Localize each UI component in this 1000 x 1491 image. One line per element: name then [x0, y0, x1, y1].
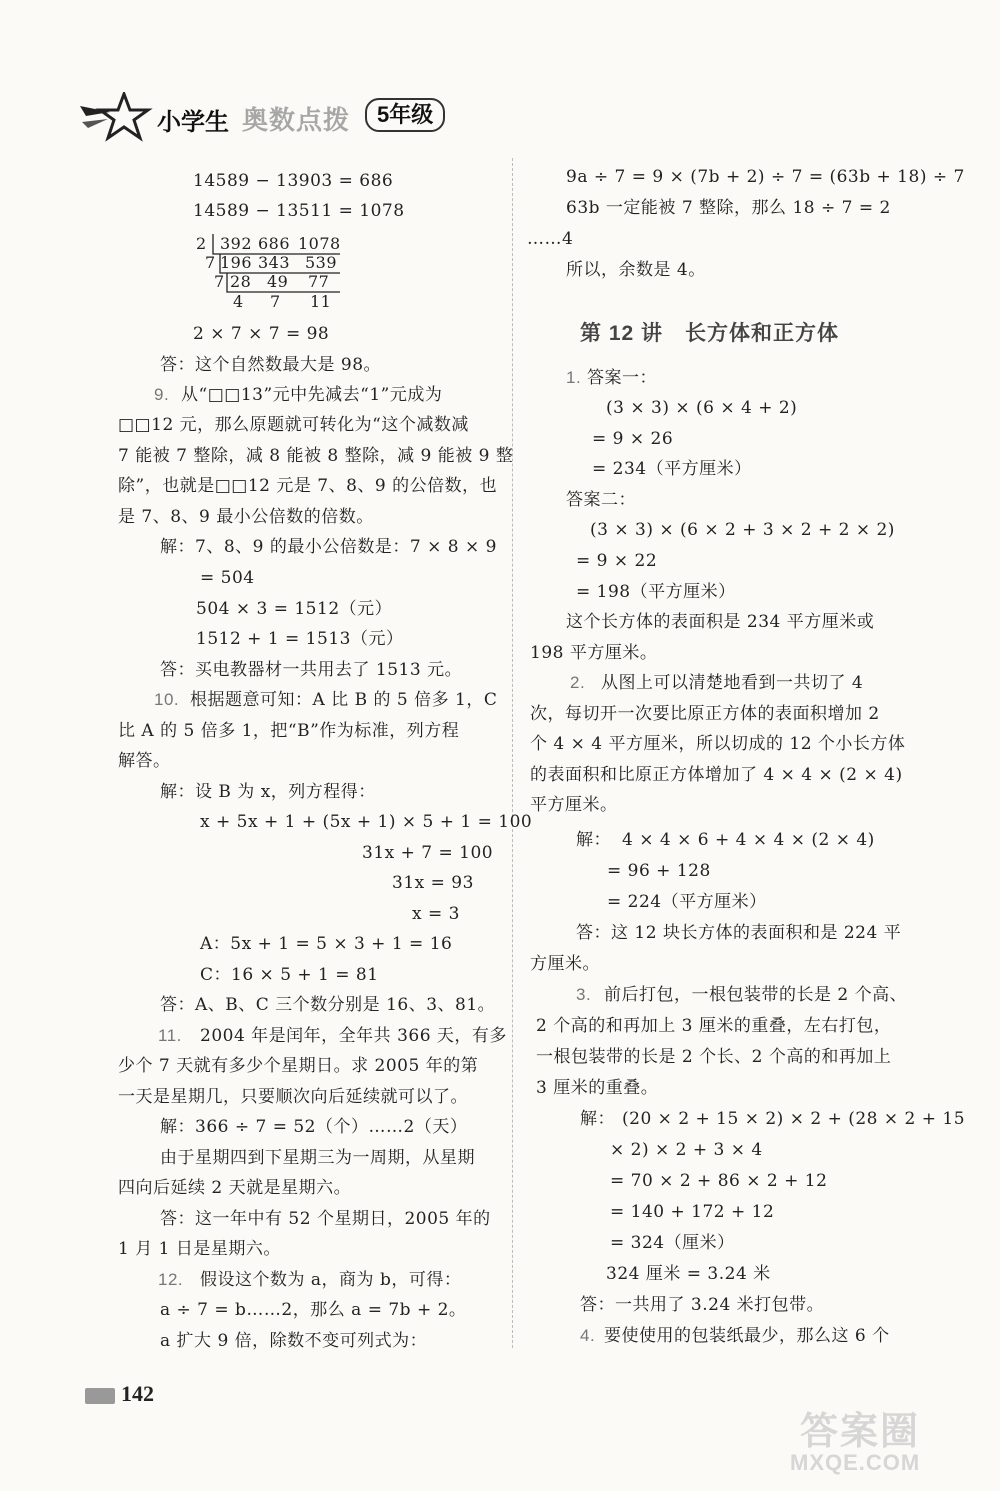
text-line: 平方厘米。	[530, 795, 618, 815]
text-line: 一天是星期几，只要顺次向后延续就可以了。	[118, 1087, 468, 1107]
text-line: a 扩大 9 倍，除数不变可列式为：	[160, 1331, 428, 1351]
book-header	[80, 92, 480, 142]
division-divisor: 7	[214, 272, 225, 291]
equation-line: 31x = 93	[392, 873, 474, 893]
text-line: 方厘米。	[530, 954, 600, 974]
watermark-url: MXQE.COM	[790, 1450, 921, 1475]
text-line: 7 能被 7 整除，减 8 能被 8 整除，减 9 能被 9 整	[118, 446, 514, 466]
text-line: 3 厘米的重叠。	[536, 1078, 659, 1098]
header-title-prefix: 小学生	[157, 109, 229, 136]
text-line: 解：设 B 为 x，列方程得：	[160, 782, 376, 802]
division-cell: 1078	[298, 234, 341, 253]
equation-line: = 234（平方厘米）	[592, 459, 752, 479]
star-logo-icon	[80, 92, 160, 142]
text-line: 从图上可以清楚地看到一共切了 4	[601, 673, 864, 693]
problem-number: 12.	[158, 1270, 184, 1289]
text-line: 根据题意可知：A 比 B 的 5 倍多 1，C	[190, 690, 498, 710]
equation-line: = 324（厘米）	[610, 1233, 735, 1253]
text-line: 次，每切开一次要比原正方体的表面积增加 2	[530, 704, 880, 724]
text-line: 324 厘米 = 3.24 米	[606, 1264, 771, 1284]
equation-line: 31x + 7 = 100	[362, 843, 494, 863]
equation-line: = 198（平方厘米）	[576, 582, 736, 602]
text-line: 504 × 3 = 1512（元）	[196, 599, 393, 619]
text-line: 2004 年是闰年，全年共 366 天，有多	[200, 1026, 507, 1046]
text-line: 除”，也就是□□12 元是 7、8、9 的公倍数，也	[118, 476, 498, 496]
text-line: 要使使用的包装纸最少，那么这 6 个	[604, 1326, 890, 1346]
text-line: 的表面积和比原正方体增加了 4 × 4 × (2 × 4)	[530, 765, 903, 785]
text-line: ……4	[527, 229, 574, 249]
division-cell: 49	[267, 272, 289, 291]
text-line: 答：一共用了 3.24 米打包带。	[580, 1295, 825, 1315]
grade-badge: 5年级	[365, 98, 445, 132]
division-cell: 7	[270, 292, 281, 311]
equation-line: = 96 + 128	[607, 861, 711, 881]
text-line: 解：366 ÷ 7 = 52（个）……2（天）	[160, 1117, 468, 1137]
equation-line: (3 × 3) × (6 × 2 + 3 × 2 + 2 × 2)	[590, 520, 895, 540]
text-line: 2 个高的和再加上 3 厘米的重叠，左右打包，	[536, 1016, 892, 1036]
division-cell: 343	[258, 253, 291, 272]
text-line: 1512 + 1 = 1513（元）	[196, 629, 404, 649]
problem-number: 10.	[154, 690, 180, 709]
equation-line: x + 5x + 1 + (5x + 1) × 5 + 1 = 100	[200, 812, 533, 832]
division-cell: 11	[310, 292, 332, 311]
text-line: 1 月 1 日是星期六。	[118, 1239, 281, 1259]
problem-number: 11.	[158, 1026, 182, 1045]
division-divisor: 7	[205, 253, 216, 272]
text-line: 答案二：	[566, 490, 636, 510]
text-line: 四向后延续 2 天就是星期六。	[118, 1178, 352, 1198]
equation-line: = 224（平方厘米）	[607, 892, 767, 912]
division-cell: 539	[305, 253, 338, 272]
text-line: 答案一：	[587, 368, 657, 388]
text-line: C：16 × 5 + 1 = 81	[200, 965, 379, 985]
equation-line: (3 × 3) × (6 × 4 + 2)	[606, 398, 798, 418]
division-cell: 392	[220, 234, 253, 253]
column-divider	[512, 158, 513, 1348]
equation-line: = 9 × 26	[592, 429, 674, 449]
text-line: 198 平方厘米。	[530, 643, 658, 663]
text-line: 从“□□13”元中先减去“1”元成为	[181, 385, 443, 405]
division-divisor: 2	[196, 234, 207, 253]
division-cell: 686	[258, 234, 291, 253]
text-line: 9a ÷ 7 = 9 × (7b + 2) ÷ 7 = (63b + 18) ÷ 7	[566, 167, 965, 187]
text-line: 解：7、8、9 的最小公倍数是：7 × 8 × 9	[160, 537, 497, 557]
text-line: = 504	[200, 568, 255, 588]
text-line: 14589 − 13903 = 686	[193, 171, 394, 191]
text-line: 2 × 7 × 7 = 98	[193, 324, 330, 344]
text-line: 解答。	[118, 751, 171, 771]
text-line: 少个 7 天就有多少个星期日。求 2005 年的第	[118, 1056, 479, 1076]
division-cell: 196	[220, 253, 253, 272]
equation-line: x = 3	[412, 904, 460, 924]
equation-line: = 70 × 2 + 86 × 2 + 12	[610, 1171, 828, 1191]
text-line: 由于星期四到下星期三为一周期，从星期	[160, 1148, 475, 1168]
problem-number: 2.	[570, 673, 586, 692]
text-line: 答：买电教器材一共用去了 1513 元。	[160, 660, 463, 680]
equation-line: = 9 × 22	[576, 551, 658, 571]
text-line: 假设这个数为 a，商为 b，可得：	[200, 1270, 462, 1290]
text-line: 所以，余数是 4。	[566, 260, 706, 280]
division-cell: 77	[308, 272, 330, 291]
division-cell: 28	[230, 272, 252, 291]
header-title-main: 奥数点拨	[242, 105, 351, 135]
text-line: 答：这个自然数最大是 98。	[160, 355, 382, 375]
text-line: 14589 − 13511 = 1078	[193, 201, 405, 221]
text-line: 答：这一年中有 52 个星期日，2005 年的	[160, 1209, 491, 1229]
text-line: 个 4 × 4 平方厘米，所以切成的 12 个小长方体	[530, 734, 906, 754]
equation-line: 4 × 4 × 6 + 4 × 4 × (2 × 4)	[622, 830, 875, 850]
text-line: 这个长方体的表面积是 234 平方厘米或	[566, 612, 875, 632]
text-line: A：5x + 1 = 5 × 3 + 1 = 16	[200, 934, 453, 954]
solution-label: 解：	[576, 830, 611, 850]
equation-line: = 140 + 172 + 12	[610, 1202, 775, 1222]
division-cell: 4	[233, 292, 244, 311]
equation-line: (20 × 2 + 15 × 2) × 2 + (28 × 2 + 15	[622, 1109, 966, 1129]
problem-number: 1.	[566, 368, 582, 387]
watermark	[790, 1400, 980, 1480]
solution-label: 解：	[580, 1109, 615, 1129]
text-line: □□12 元，那么原题就可转化为“这个减数减	[118, 415, 469, 435]
text-line: 63b 一定能被 7 整除，那么 18 ÷ 7 = 2	[566, 198, 891, 218]
problem-number: 9.	[154, 385, 170, 404]
text-line: 前后打包，一根包装带的长是 2 个高、	[604, 985, 908, 1005]
page-number: 142	[121, 1381, 154, 1406]
page-marker-icon	[85, 1388, 115, 1404]
section-title: 第 12 讲 长方体和正方体	[580, 322, 840, 345]
text-line: a ÷ 7 = b……2，那么 a = 7b + 2。	[160, 1300, 467, 1320]
problem-number: 4.	[580, 1326, 596, 1345]
text-line: 比 A 的 5 倍多 1，把“B”作为标准，列方程	[118, 721, 460, 741]
text-line: 一根包装带的长是 2 个长、2 个高的和再加上	[536, 1047, 892, 1067]
watermark-text: 答案圈	[800, 1411, 921, 1453]
text-line: 答：A、B、C 三个数分别是 16、3、81。	[160, 995, 496, 1015]
problem-number: 3.	[576, 985, 592, 1004]
text-line: 答：这 12 块长方体的表面积和是 224 平	[576, 923, 902, 943]
text-line: 是 7、8、9 最小公倍数的倍数。	[118, 507, 374, 527]
division-bracket-lines	[200, 232, 360, 312]
equation-line: × 2) × 2 + 3 × 4	[610, 1140, 763, 1160]
